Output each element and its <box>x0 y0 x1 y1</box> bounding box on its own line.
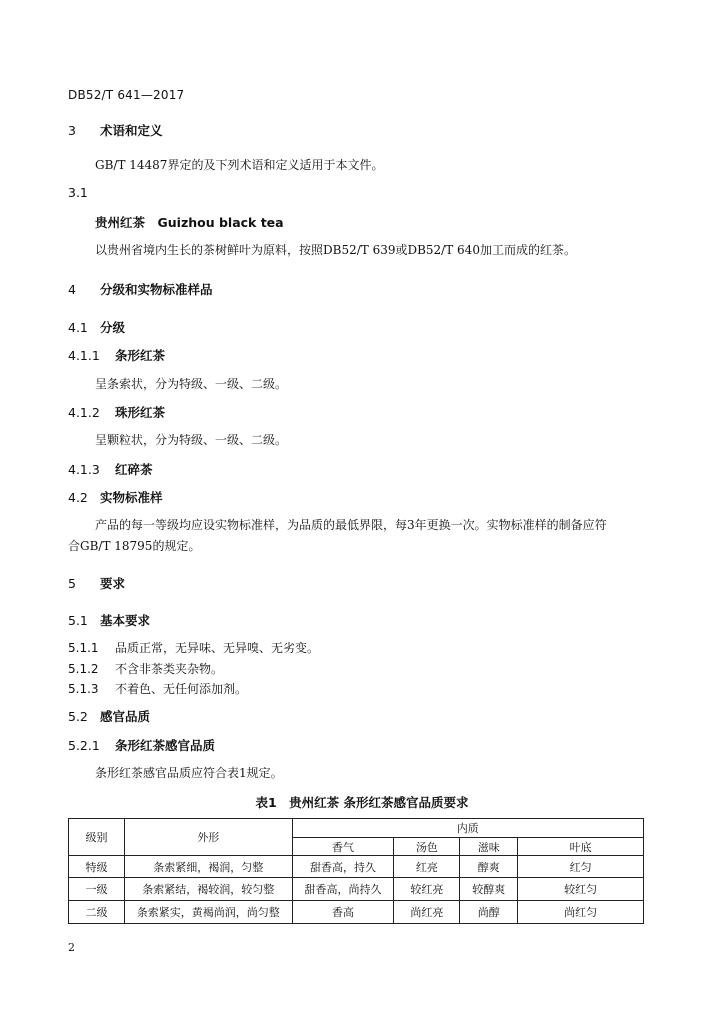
page-number: 2 <box>68 941 75 954</box>
cell-taste: 较醇爽 <box>460 878 518 901</box>
clause-4-1-1-text: 呈条索状，分为特级、一级、二级。 <box>95 377 288 391</box>
clause-title: 感官品质 <box>100 709 151 724</box>
cell-liquor: 较红亮 <box>394 878 460 901</box>
section-title: 要求 <box>100 576 126 591</box>
cell-taste: 尚醇 <box>460 901 518 924</box>
clause-number: 4.1.2 <box>68 405 100 420</box>
clause-5-1-1 <box>68 639 319 656</box>
clause-number: 4.1.1 <box>68 348 100 363</box>
table-header-row <box>69 819 644 838</box>
cell-leaf: 尚红匀 <box>518 901 644 924</box>
cell-aroma: 甜香高，尚持久 <box>292 878 394 901</box>
section-number: 4 <box>68 282 76 297</box>
header-liquor-color: 汤色 <box>394 838 460 856</box>
clause-text: 不含非茶类夹杂物。 <box>115 662 224 676</box>
cell-aroma: 香高 <box>292 901 394 924</box>
header-infused-leaf: 叶底 <box>518 838 644 856</box>
clause-4-2-text-line1: 产品的每一等级均应设实物标准样，为品质的最低界限，每3年更换一次。实物标准样的制备应符 <box>95 518 607 532</box>
section-title: 分级和实物标准样品 <box>100 282 213 297</box>
clause-title: 条形红茶 <box>115 348 166 363</box>
clause-5-2-1-heading <box>68 736 215 754</box>
clause-4-2-text-line2: 合GB/T 18795的规定。 <box>68 539 201 553</box>
cell-liquor: 红亮 <box>394 856 460 878</box>
header-aroma: 香气 <box>292 838 394 856</box>
term-guizhou-black-tea: 贵州红茶 Guizhou black tea <box>95 215 284 230</box>
section-3-heading <box>68 121 163 139</box>
clause-number: 5.2 <box>68 709 88 724</box>
table-row <box>69 901 644 924</box>
clause-4-1-1-heading <box>68 346 165 364</box>
clause-number: 5.1.3 <box>68 682 99 696</box>
clause-number: 4.2 <box>68 490 88 505</box>
clause-title: 实物标准样 <box>100 490 163 505</box>
clause-3-1-number: 3.1 <box>68 185 88 200</box>
clause-number: 5.2.1 <box>68 738 100 753</box>
table-1 <box>68 818 644 924</box>
section-4-heading <box>68 280 213 298</box>
clause-4-1-3-heading <box>68 460 153 478</box>
section-5-heading <box>68 574 125 592</box>
cell-leaf: 较红匀 <box>518 878 644 901</box>
clause-5-1-heading <box>68 611 150 629</box>
section-3-intro: GB/T 14487界定的及下列术语和定义适用于本文件。 <box>95 158 384 172</box>
cell-appearance: 条索紧细，褐润，匀整 <box>124 856 292 878</box>
clause-title: 红碎茶 <box>115 462 153 477</box>
clause-title: 基本要求 <box>100 613 151 628</box>
clause-4-1-heading <box>68 318 125 336</box>
section-number: 5 <box>68 576 76 591</box>
cell-aroma: 甜香高，持久 <box>292 856 394 878</box>
cell-appearance: 条索紧结，褐较润，较匀整 <box>124 878 292 901</box>
clause-4-1-2-text: 呈颗粒状，分为特级、一级、二级。 <box>95 433 288 447</box>
clause-number: 5.1.2 <box>68 662 99 676</box>
clause-4-1-2-heading <box>68 403 165 421</box>
cell-taste: 醇爽 <box>460 856 518 878</box>
clause-5-2-1-text: 条形红茶感官品质应符合表1规定。 <box>95 766 283 780</box>
header-inner-quality: 内质 <box>292 819 643 838</box>
table-row <box>69 856 644 878</box>
term-definition: 以贵州省境内生长的茶树鲜叶为原料，按照DB52/T 639或DB52/T 640加工而成的红茶。 <box>95 243 576 257</box>
clause-5-1-2 <box>68 660 223 677</box>
clause-text: 不着色、无任何添加剂。 <box>115 682 248 696</box>
clause-title: 分级 <box>100 320 126 335</box>
clause-5-2-heading <box>68 707 150 725</box>
clause-4-2-heading <box>68 488 163 506</box>
cell-liquor: 尚红亮 <box>394 901 460 924</box>
clause-title: 条形红茶感官品质 <box>115 738 216 753</box>
clause-number: 4.1.3 <box>68 462 100 477</box>
cell-grade: 一级 <box>69 878 125 901</box>
clause-number: 4.1 <box>68 320 88 335</box>
cell-grade: 特级 <box>69 856 125 878</box>
table-row <box>69 878 644 901</box>
header-grade: 级别 <box>69 819 125 856</box>
clause-number: 5.1.1 <box>68 641 99 655</box>
section-title: 术语和定义 <box>100 123 163 138</box>
table-1-caption: 表1 贵州红茶 条形红茶感官品质要求 <box>255 795 469 810</box>
section-number: 3 <box>68 123 76 138</box>
clause-5-1-3 <box>68 680 247 697</box>
header-appearance: 外形 <box>124 819 292 856</box>
document-code: DB52/T 641—2017 <box>68 88 185 102</box>
clause-title: 珠形红茶 <box>115 405 166 420</box>
header-taste: 滋味 <box>460 838 518 856</box>
clause-number: 5.1 <box>68 613 88 628</box>
cell-grade: 二级 <box>69 901 125 924</box>
cell-leaf: 红匀 <box>518 856 644 878</box>
cell-appearance: 条索紧实，黄褐尚润，尚匀整 <box>124 901 292 924</box>
clause-text: 品质正常，无异味、无异嗅、无劣变。 <box>115 641 320 655</box>
